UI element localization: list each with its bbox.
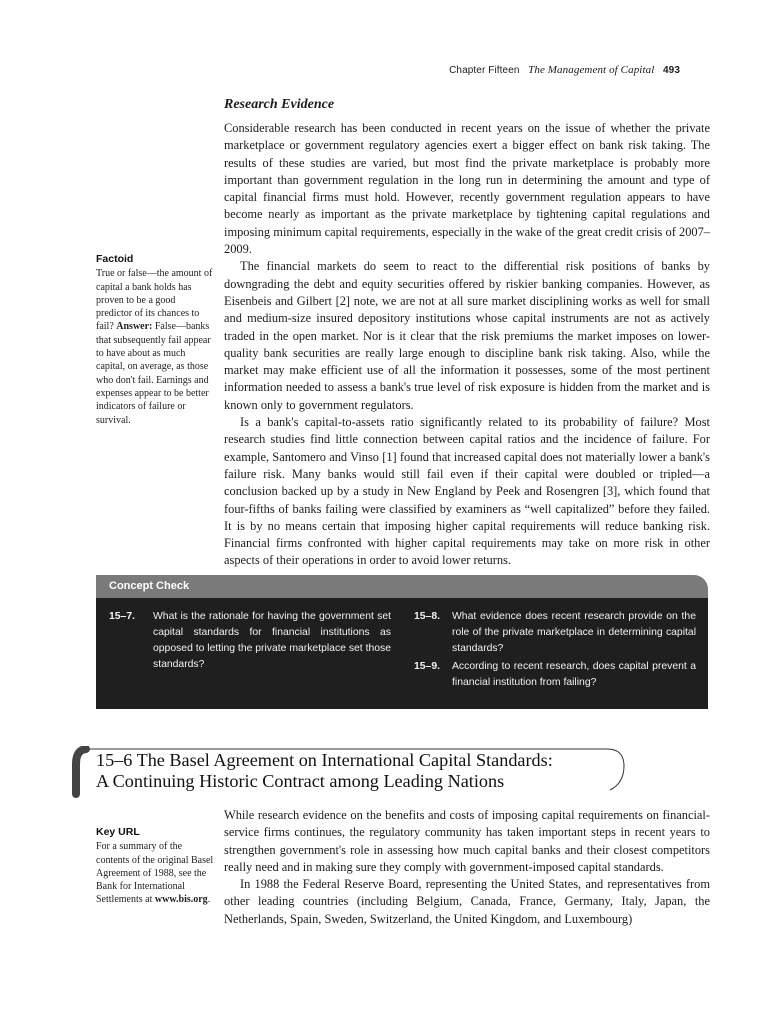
running-head-chapter: Chapter Fifteen: [449, 65, 520, 76]
concept-check-title: Concept Check: [109, 580, 190, 592]
factoid-body: [96, 267, 214, 427]
question-text: What evidence does recent research provide on the role of the private marketplace in determining capital standards?: [452, 611, 696, 654]
research-evidence-body: [224, 120, 710, 570]
factoid-question: True or false—the amount of capital a bank holds has proven to be a good predictor of its chances to fail?: [96, 268, 213, 333]
section-heading-line-2: A Continuing Historic Contract among Leading Nations: [96, 771, 505, 791]
question-text: According to recent research, does capital prevent a financial institution from failing?: [452, 661, 696, 688]
key-url-trailing: .: [207, 894, 211, 906]
paragraph: Is a bank's capital-to-assets ratio significantly related to its probability of failure? Most research studies find little connection between capital ratios and the incidence of failure. For example, Santomero and Vinso [1] found that increased capital does not materially lower a bank's failure risk. Many banks would still fail even if their capital were doubled or tripled—a conclusion backed up by a study in New England by Peek and Rosengren [3], which found that four-fifths of banks failing were classified by examiners as “well capitalized” before they failed. It is by no means certain that imposing higher capital requirements will reduce banking risk. Financial firms confronted with higher capital requirements may take on more risk in other aspects of their operations in order to avoid lower returns.: [224, 415, 710, 568]
question-text: What is the rationale for having the government set capital standards for financial institutions as opposed to letting the private marketplace set those standards?: [153, 611, 391, 670]
section-heading-line-1: 15–6 The Basel Agreement on International Capital Standards:: [96, 750, 553, 770]
question-number: 15–8.: [414, 611, 441, 622]
paragraph: In 1988 the Federal Reserve Board, representing the United States, and representatives from other leading countries (including Belgium, Canada, France, Germany, Italy, Japan, the Netherlands, Spain, Sweden, Switzerland, the United Kingdom, and Luxembourg): [224, 877, 710, 926]
factoid-note: [96, 253, 214, 427]
page-number: 493: [663, 65, 680, 76]
factoid-answer: False—banks that subsequently fail appear to have about as much capital, on average, as those who don't fail. Earnings and expenses appear to be better indicators of failure or survival.: [96, 321, 211, 426]
section-heading-text: [96, 750, 553, 792]
paragraph: Considerable research has been conducted in recent years on the issue of whether the private marketplace or government regulatory agencies exert a bigger effect on bank risk taking. The results of these studies are varied, but most find the private marketplace is probably more important than government regulation in the long run in determining the amount and type of capital financial firms must hold. However, recently government regulation appears to have become nearly as important as the private marketplace by tightening capital regulations and imposing minimum capital requirements, especially in the wake of the great credit crisis of 2007–2009.: [224, 121, 710, 257]
section-15-6-body: [224, 807, 710, 928]
key-url-body: [96, 840, 214, 906]
running-head: [449, 64, 680, 76]
running-head-title: The Management of Capital: [528, 64, 655, 76]
factoid-heading: Factoid: [96, 253, 134, 265]
section-15-6-heading: [72, 746, 628, 798]
factoid-answer-label: Answer:: [116, 321, 153, 333]
key-url-note: [96, 826, 214, 907]
concept-check-panel: [96, 598, 708, 709]
key-url-link[interactable]: www.bis.org: [154, 894, 208, 906]
paragraph: While research evidence on the benefits and costs of imposing capital requirements on financial-service firms continues, the regulatory community has taken important steps in recent years to strengthen government's role in assessing how much capital banks and their closest competitors really need and in making sure they comply with government-imposed capital standards.: [224, 808, 710, 874]
concept-check-tab: [96, 575, 708, 598]
question-number: 15–9.: [414, 661, 441, 672]
research-evidence-heading: Research Evidence: [224, 97, 335, 112]
paragraph: The financial markets do seem to react to the differential risk positions of banks by downgrading the debt and equity securities offered by riskier banking companies. However, as Eisenbeis and Gilbert [2] note, we are not at all sure market disciplining works as well for small and medium-size insured depository institutions whose capital instruments are not as actively traded in the open market. Nor is it clear that the risk premiums the market imposes on lower-quality bank securities are really large enough to discipline bank risk taking. Also, while the market may make efficient use of all the information it possesses, some of the most pertinent information needed to assess a bank's true level of risk exposure is hidden from the market and is known only to government regulators.: [224, 259, 710, 412]
key-url-heading: Key URL: [96, 826, 140, 838]
key-url-text: For a summary of the contents of the original Basel Agreement of 1988, see the Bank for International Settlements at: [96, 841, 214, 906]
question-number: 15–7.: [109, 611, 136, 622]
concept-check-box: [96, 575, 708, 709]
